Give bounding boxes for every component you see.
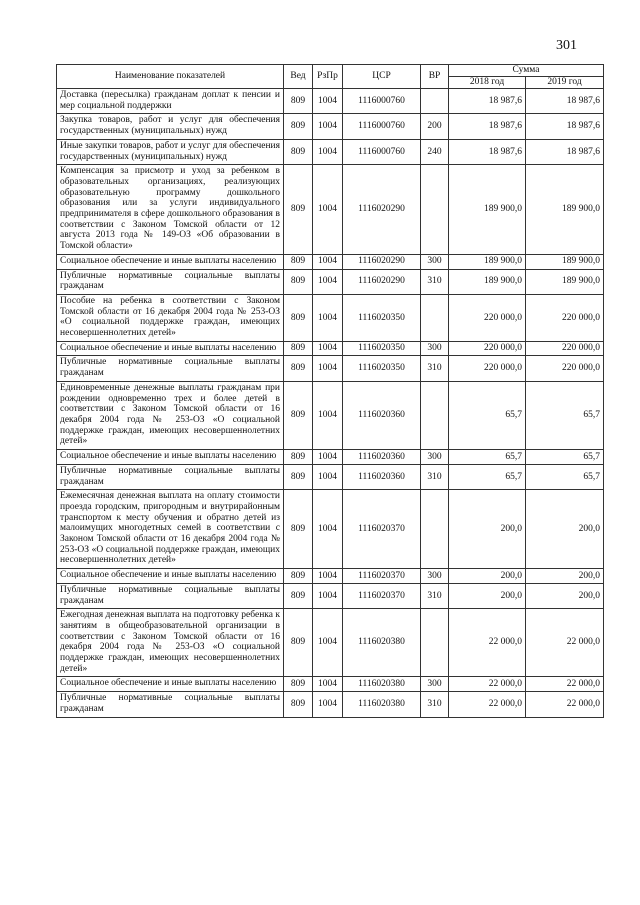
- header-ved: Вед: [284, 65, 313, 89]
- cell-name: Социальное обеспечение и иные выплаты населению: [57, 341, 284, 356]
- cell-vr: 310: [421, 464, 449, 489]
- cell-name: Социальное обеспечение и иные выплаты населению: [57, 450, 284, 465]
- table-header: [57, 65, 604, 89]
- cell-2019: 22 000,0: [526, 692, 604, 717]
- cell-name: Социальное обеспечение и иные выплаты населению: [57, 569, 284, 584]
- cell-2019: 65,7: [526, 464, 604, 489]
- table-row: [57, 381, 604, 449]
- cell-ved: 809: [284, 450, 313, 465]
- cell-csr: 1116020290: [343, 254, 421, 269]
- cell-2018: 200,0: [449, 583, 526, 608]
- header-vr: ВР: [421, 65, 449, 89]
- cell-ved: 809: [284, 381, 313, 449]
- cell-2018: 65,7: [449, 464, 526, 489]
- table-row: [57, 464, 604, 489]
- cell-2019: 18 987,6: [526, 114, 604, 139]
- cell-vr: 300: [421, 254, 449, 269]
- cell-rzpr: 1004: [313, 569, 343, 584]
- table-row: [57, 341, 604, 356]
- cell-rzpr: 1004: [313, 464, 343, 489]
- cell-name: Единовременные денежные выплаты гражданам при рождении одновременно трех и более детей в соответствии с Законом Томской области от 16 декабря 2004 года № 253-ОЗ «О социальной поддержке граждан, имеющих несовершеннолетних детей»: [57, 381, 284, 449]
- cell-rzpr: 1004: [313, 450, 343, 465]
- cell-2019: 220 000,0: [526, 294, 604, 341]
- cell-2018: 65,7: [449, 381, 526, 449]
- cell-vr: 300: [421, 341, 449, 356]
- cell-ved: 809: [284, 294, 313, 341]
- table-row: [57, 165, 604, 255]
- cell-rzpr: 1004: [313, 114, 343, 139]
- table-row: [57, 139, 604, 164]
- cell-rzpr: 1004: [313, 583, 343, 608]
- header-csr: ЦСР: [343, 65, 421, 89]
- cell-vr: 310: [421, 692, 449, 717]
- cell-name: Пособие на ребенка в соответствии с Законом Томской области от 16 декабря 2004 года № 253-ОЗ «О социальной поддержке граждан, имеющих несовершеннолетних детей»: [57, 294, 284, 341]
- cell-rzpr: 1004: [313, 490, 343, 569]
- cell-vr: 300: [421, 569, 449, 584]
- cell-name: Социальное обеспечение и иные выплаты населению: [57, 254, 284, 269]
- cell-2018: 189 900,0: [449, 269, 526, 294]
- table-row: [57, 583, 604, 608]
- cell-csr: 1116020370: [343, 583, 421, 608]
- cell-name: Иные закупки товаров, работ и услуг для обеспечения государственных (муниципальных) нужд: [57, 139, 284, 164]
- cell-2019: 220 000,0: [526, 341, 604, 356]
- page-number: 301: [556, 38, 577, 53]
- cell-ved: 809: [284, 464, 313, 489]
- cell-vr: 310: [421, 269, 449, 294]
- cell-rzpr: 1004: [313, 89, 343, 114]
- cell-csr: 1116020350: [343, 294, 421, 341]
- cell-csr: 1116020360: [343, 381, 421, 449]
- cell-rzpr: 1004: [313, 254, 343, 269]
- cell-2019: 189 900,0: [526, 269, 604, 294]
- cell-csr: 1116000760: [343, 89, 421, 114]
- cell-2018: 200,0: [449, 569, 526, 584]
- cell-2019: 200,0: [526, 490, 604, 569]
- table-row: [57, 569, 604, 584]
- cell-rzpr: 1004: [313, 294, 343, 341]
- cell-vr: [421, 381, 449, 449]
- cell-ved: 809: [284, 569, 313, 584]
- cell-ved: 809: [284, 89, 313, 114]
- cell-ved: 809: [284, 269, 313, 294]
- cell-name: Ежегодная денежная выплата на подготовку ребенка к занятиям в общеобразовательной организации в соответствии с Законом Томской области от 16 декабря 2004 года № 253-ОЗ «О социальной поддержке граждан, имеющих несовершеннолетних детей»: [57, 609, 284, 677]
- cell-2019: 65,7: [526, 450, 604, 465]
- cell-name: Публичные нормативные социальные выплаты гражданам: [57, 692, 284, 717]
- header-name: Наименование показателей: [57, 65, 284, 89]
- cell-name: Публичные нормативные социальные выплаты гражданам: [57, 356, 284, 381]
- table-row: [57, 294, 604, 341]
- cell-2018: 220 000,0: [449, 341, 526, 356]
- cell-2018: 18 987,6: [449, 114, 526, 139]
- table-row: [57, 269, 604, 294]
- cell-ved: 809: [284, 356, 313, 381]
- cell-csr: 1116020380: [343, 609, 421, 677]
- cell-name: Публичные нормативные социальные выплаты гражданам: [57, 269, 284, 294]
- cell-2018: 220 000,0: [449, 356, 526, 381]
- cell-2018: 22 000,0: [449, 609, 526, 677]
- cell-ved: 809: [284, 114, 313, 139]
- cell-name: Публичные нормативные социальные выплаты гражданам: [57, 583, 284, 608]
- cell-2018: 18 987,6: [449, 139, 526, 164]
- cell-2019: 65,7: [526, 381, 604, 449]
- cell-rzpr: 1004: [313, 381, 343, 449]
- cell-2019: 220 000,0: [526, 356, 604, 381]
- cell-csr: 1116020350: [343, 356, 421, 381]
- cell-vr: [421, 89, 449, 114]
- cell-name: Ежемесячная денежная выплата на оплату стоимости проезда городским, пригородным и внутрирайонным транспортом к месту обучения и обратно детей из малоимущих многодетных семей в соответствии с Законом Томской области от 16 декабря 2004 года № 253-ОЗ «О социальной поддержке граждан, имеющих несовершеннолетних детей»: [57, 490, 284, 569]
- cell-ved: 809: [284, 490, 313, 569]
- cell-rzpr: 1004: [313, 677, 343, 692]
- cell-name: Доставка (пересылка) гражданам доплат к пенсии и мер социальной поддержки: [57, 89, 284, 114]
- table-row: [57, 114, 604, 139]
- cell-2018: 22 000,0: [449, 677, 526, 692]
- cell-csr: 1116000760: [343, 114, 421, 139]
- header-rzpr: РзПр: [313, 65, 343, 89]
- cell-2019: 189 900,0: [526, 165, 604, 255]
- cell-2019: 200,0: [526, 583, 604, 608]
- cell-csr: 1116020290: [343, 165, 421, 255]
- cell-vr: 300: [421, 450, 449, 465]
- table-row: [57, 692, 604, 717]
- cell-rzpr: 1004: [313, 356, 343, 381]
- cell-2019: 22 000,0: [526, 609, 604, 677]
- table-row: [57, 89, 604, 114]
- cell-csr: 1116020360: [343, 450, 421, 465]
- cell-rzpr: 1004: [313, 269, 343, 294]
- cell-2019: 18 987,6: [526, 89, 604, 114]
- cell-ved: 809: [284, 139, 313, 164]
- cell-2019: 200,0: [526, 569, 604, 584]
- cell-name: Компенсация за присмотр и уход за ребенком в образовательных организациях, реализующих образовательную программу дошкольного образования или за услуги индивидуального предпринимателя в сфере дошкольного образования в соответствии с Законом Томской области от 12 августа 2013 года № 149-ОЗ «Об образовании в Томской области»: [57, 165, 284, 255]
- cell-ved: 809: [284, 254, 313, 269]
- header-year-2019: 2019 год: [526, 77, 604, 89]
- cell-rzpr: 1004: [313, 609, 343, 677]
- table-row: [57, 450, 604, 465]
- cell-csr: 1116020370: [343, 569, 421, 584]
- cell-vr: 240: [421, 139, 449, 164]
- cell-ved: 809: [284, 609, 313, 677]
- cell-name: Публичные нормативные социальные выплаты гражданам: [57, 464, 284, 489]
- cell-vr: [421, 490, 449, 569]
- cell-rzpr: 1004: [313, 139, 343, 164]
- table-row: [57, 356, 604, 381]
- cell-vr: [421, 294, 449, 341]
- cell-vr: [421, 609, 449, 677]
- cell-rzpr: 1004: [313, 692, 343, 717]
- cell-ved: 809: [284, 165, 313, 255]
- cell-vr: 310: [421, 356, 449, 381]
- cell-2018: 189 900,0: [449, 254, 526, 269]
- cell-name: Социальное обеспечение и иные выплаты населению: [57, 677, 284, 692]
- cell-csr: 1116020380: [343, 677, 421, 692]
- cell-csr: 1116020350: [343, 341, 421, 356]
- cell-vr: 200: [421, 114, 449, 139]
- cell-2019: 22 000,0: [526, 677, 604, 692]
- cell-rzpr: 1004: [313, 165, 343, 255]
- cell-vr: 310: [421, 583, 449, 608]
- table-row: [57, 677, 604, 692]
- table-row: [57, 609, 604, 677]
- cell-ved: 809: [284, 341, 313, 356]
- cell-2019: 189 900,0: [526, 254, 604, 269]
- cell-vr: [421, 165, 449, 255]
- cell-ved: 809: [284, 692, 313, 717]
- cell-csr: 1116020370: [343, 490, 421, 569]
- table-row: [57, 490, 604, 569]
- cell-name: Закупка товаров, работ и услуг для обеспечения государственных (муниципальных) нужд: [57, 114, 284, 139]
- table-row: [57, 254, 604, 269]
- cell-csr: 1116020360: [343, 464, 421, 489]
- cell-2018: 18 987,6: [449, 89, 526, 114]
- header-year-2018: 2018 год: [449, 77, 526, 89]
- header-sum: Сумма: [449, 65, 604, 77]
- cell-csr: 1116020380: [343, 692, 421, 717]
- cell-2019: 18 987,6: [526, 139, 604, 164]
- cell-2018: 22 000,0: [449, 692, 526, 717]
- cell-2018: 200,0: [449, 490, 526, 569]
- cell-rzpr: 1004: [313, 341, 343, 356]
- cell-vr: 300: [421, 677, 449, 692]
- cell-ved: 809: [284, 583, 313, 608]
- cell-2018: 65,7: [449, 450, 526, 465]
- table-body: [57, 89, 604, 718]
- cell-ved: 809: [284, 677, 313, 692]
- cell-csr: 1116020290: [343, 269, 421, 294]
- cell-2018: 220 000,0: [449, 294, 526, 341]
- cell-2018: 189 900,0: [449, 165, 526, 255]
- cell-csr: 1116000760: [343, 139, 421, 164]
- budget-table: [56, 64, 604, 718]
